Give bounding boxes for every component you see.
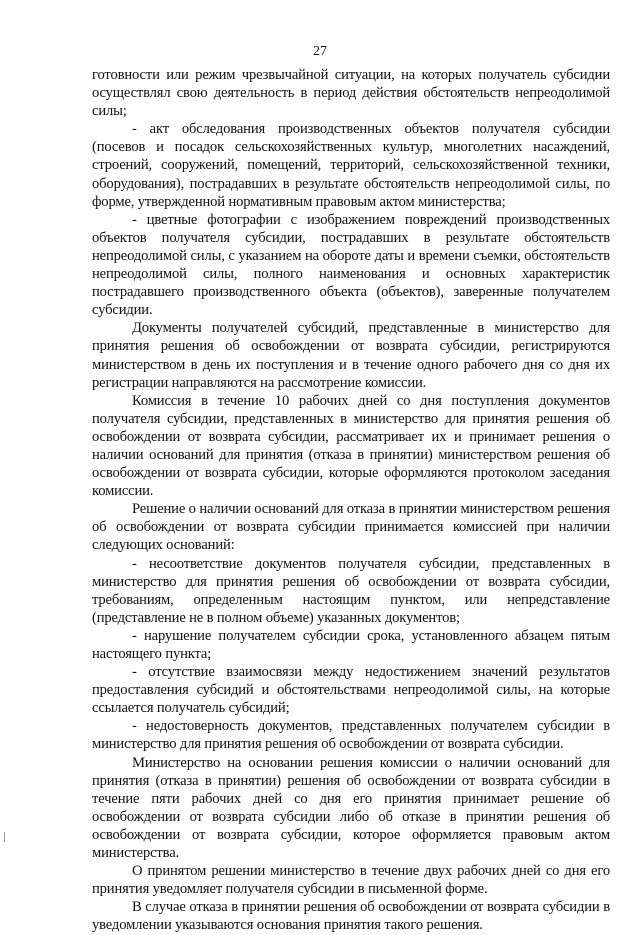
- paragraph-continuation: готовности или режим чрезвычайной ситуации, на которых получатель субсидии осуществлял свою деятельность в период действия обстоятельств непреодолимой силы;: [92, 67, 610, 120]
- paragraph-notification: О принятом решении министерство в течение двух рабочих дней со дня его принятия уведомляет получателя субсидии в письменной форме.: [92, 863, 610, 898]
- paragraph-reason-deadline: - нарушение получателем субсидии срока, установленного абзацем пятым настоящего пункта;: [92, 627, 610, 662]
- paragraph-reason-unreliable: - недостоверность документов, представленных получателем субсидии в министерство для принятия решения об освобождении от возврата субсидии.: [92, 718, 610, 753]
- paragraph-reason-nonconformity: - несоответствие документов получателя субсидии, представленных в министерство для принятия решения об освобождении от возврата субсидии, требованиям, определенным настоящим пунктом, или непредставление (представление не в полном объеме) указанных документов;: [92, 555, 610, 626]
- page-number: 27: [313, 44, 327, 59]
- paragraph-commission-review: Комиссия в течение 10 рабочих дней со дня поступления документов получателя субсидии, представленных в министерство для принятия решения об освобождении от возврата субсидии, рассматривает их и принимает решения о наличии оснований для принятия (отказа в принятии) министерством решения об освобождении от возврата субсидии, которые оформляются протоколом заседания комиссии.: [92, 392, 610, 500]
- paragraph-document-registration: Документы получателей субсидий, представленные в министерство для принятия решения об освобождении от возврата субсидии, регистрируются министерством в день их поступления и в течение одного рабочего дня со дня их регистрации направляются на рассмотрение комиссии.: [92, 320, 610, 391]
- paragraph-refusal-decision: Решение о наличии оснований для отказа в принятии министерством решения об освобождении от возврата субсидии принимается комиссией при наличии следующих оснований:: [92, 501, 610, 554]
- paragraph-reason-no-link: - отсутствие взаимосвязи между недостижением значений результатов предоставления субсидий и обстоятельствами непреодолимой силы, на которые ссылается получатель субсидий;: [92, 664, 610, 717]
- document-body: [92, 66, 610, 935]
- paragraph-ministry-decision: Министерство на основании решения комиссии о наличии оснований для принятия (отказа в принятии) решения об освобождении от возврата субсидии в течение пяти рабочих дней со дня его принятия принимает решение об освобождении от возврата субсидии либо об отказе в принятии решения об освобождении от возврата субсидии, которое оформляется правовым актом министерства.: [92, 754, 610, 862]
- paragraph-inspection-act: - акт обследования производственных объектов получателя субсидии (посевов и посадок сельскохозяйственных культур, многолетних насаждений, строений, сооружений, помещений, территорий, сельскохозяйственной техники, оборудования), пострадавших в результате обстоятельств непреодолимой силы, по форме, утвержденной нормативным правовым актом министерства;: [92, 121, 610, 210]
- paragraph-refusal-grounds: В случае отказа в принятии решения об освобождении от возврата субсидии в уведомлении указываются основания принятия такого решения.: [92, 899, 610, 934]
- scan-margin-mark: [4, 832, 5, 842]
- paragraph-color-photos: - цветные фотографии с изображением повреждений производственных объектов получателя субсидии, пострадавших в результате обстоятельств непреодолимой силы, с указанием на обороте даты и времени съемки, обстоятельств непреодолимой силы, полного наименования и основных характеристик пострадавшего производственного объекта (объектов), заверенные получателем субсидии.: [92, 211, 610, 319]
